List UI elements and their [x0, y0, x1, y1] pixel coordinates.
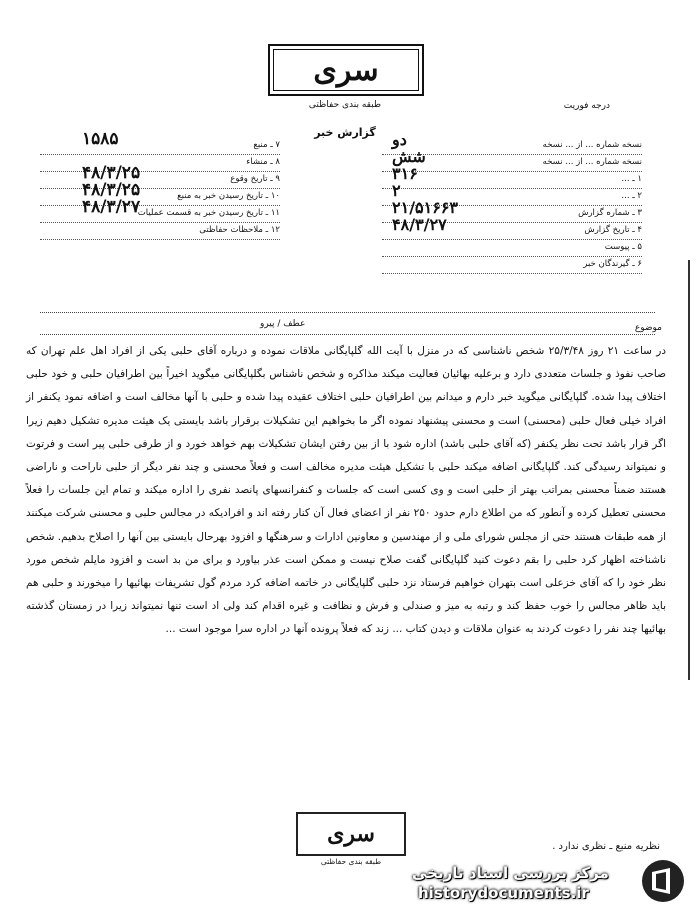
form-value: ۱۵۸۵ — [82, 129, 119, 149]
watermark-title: مرکز بررسی اسناد تاریخی — [412, 864, 609, 882]
form-label: ۷ ـ منبع — [253, 140, 280, 150]
divider — [40, 334, 655, 335]
archive-logo-icon — [640, 858, 686, 904]
right-form-row — [382, 257, 642, 274]
classification-caption: طبقه بندی حفاظتی — [308, 100, 382, 110]
classification-stamp — [268, 44, 424, 96]
form-label: نسخه شماره ... از ... نسخه — [542, 157, 642, 167]
form-value: ۴۸/۳/۲۷ — [392, 215, 447, 234]
form-label: ۳ ـ شماره گزارش — [578, 208, 642, 218]
right-form-row — [382, 164, 642, 189]
watermark-url: historydocuments.ir — [418, 884, 589, 902]
right-form-row — [382, 147, 642, 172]
right-form — [382, 130, 642, 274]
form-value: ۴۸/۳/۲۵ — [82, 180, 141, 200]
bottom-classification-stamp — [296, 812, 406, 856]
form-label: ۱۲ ـ ملاحظات حفاظتی — [199, 225, 280, 235]
form-label: ۸ ـ منشاء — [246, 157, 280, 167]
left-form-row — [40, 223, 280, 240]
right-form-row — [382, 240, 642, 257]
margin-line — [688, 260, 690, 680]
form-label: ۲ ـ ... — [621, 191, 642, 201]
form-value: شش — [392, 147, 426, 166]
form-label: ۵ ـ پیوست — [604, 242, 642, 252]
bottom-stamp-caption: طبقه بندی حفاظتی — [320, 857, 382, 866]
left-form-row — [40, 180, 280, 206]
form-label: ۹ ـ تاریخ وقوع — [230, 174, 280, 184]
form-value: ۴۸/۳/۲۷ — [82, 197, 141, 217]
form-label: ۶ ـ گیرندگان خبر — [583, 259, 642, 269]
form-value: ۴۸/۳/۲۵ — [82, 163, 141, 183]
form-value: ۲ — [392, 181, 401, 200]
form-label: نسخه شماره ... از ... نسخه — [542, 140, 642, 150]
form-label: ۱ ـ ... — [621, 174, 642, 184]
left-form-row — [40, 129, 280, 155]
bottom-stamp-text: سری — [327, 821, 375, 847]
report-title: گزارش خبر — [314, 126, 376, 139]
source-opinion: نظریه منبع ـ نظری ندارد . — [552, 841, 660, 852]
left-form-row — [40, 197, 280, 223]
form-value: ۲۱/۵۱۶۶۳ — [392, 198, 458, 217]
classification-stamp-text: سری — [313, 52, 379, 88]
report-body: در ساعت ۲۱ روز ۲۵/۳/۴۸ شخص ناشناسی که در منزل با آیت الله گلپایگانی ملاقات نموده و درباره آقای حلبی یکی از افراد اهل علم تهران که صاحب نفوذ و جلسات متعددی دارد و برعلیه بهائیان فعالیت میکند مذاکره و شخص ناشناس بگلپایگانی میگوید اخیراً بین اطرافیان حلبی و خود حلبی اختلاف پیدا شده. گلپایگانی میگوید خبر دارم و میدانم بین اطرافیان حلبی اختلاف عقیده پیدا شده و حلبی با آنها مخالف است و اضافه نمود یکنفر از افراد خیلی فعال حلبی (محسنی) است و محسنی پیشنهاد نموده اگر ما بخواهیم این تشکیلات برقرار باشد بایستی یک هیئت مدیره تشکیل دهیم زیرا اگر قرار باشد تحت نظر یکنفر (که آقای حلبی باشد) اداره شود با از بین رفتن ایشان تشکیلات بهم خواهد خورد و از طرفی حلبی پیر است و فرتوت و نمیتواند رسیدگی کند. گلپایگانی اضافه میکند حلبی با تشکیل هیئت مدیره مخالف است و فعلاً محسنی و چند نفر دیگر از حلبی ناراحت و ناراضی هستند ضمناً محسنی بمراتب بهتر از حلبی است و وی کسی است که جلسات و کنفرانسهای پانصد نفری را اداره میکند و تمام این جلسات را فعلاً محسنی تعطیل کرده و آنطور که من اطلاع دارم حدود ۲۵۰ نفر از اعضای فعال آن کنار رفته اند و افرادیکه در مجالس حلبی و محسنی شرکت میکنند از همه طبقات هستند حتی از مجلس شورای ملی و از مهندسین و معاونین ادارات و سرهنگها و افزود بهرحال بایستی بین آنها را اصلاح بدهیم. شخص ناشناخته اظهار کرد حلبی را بقم دعوت کنید گلپایگانی گفت صلاح نیست و ممکن است عذر بیاورد و برای من بد است و افزود مایلم شخص مورد نظر خود را که آقای خزعلی است بتهران خواهیم فرستاد نزد حلبی گلپایگانی در خاتمه اضافه کرد مردم گول تشریفات بهائیها را میخورند و حلبی هم باید ظاهر مجالس را خوب حفظ کند و رتبه به میز و صندلی و فرش و نظافت و غیره اقدام کند ولی اد است تنها نمیتواند زیرا در زمستان گذشته بهائیها چند نفر را دعوت کردند به عنوان ملاقات و دیدن کتاب ... زند که فعلاً پرونده آنها در اداره سرا موجود است ... — [26, 345, 667, 636]
right-form-row — [382, 215, 642, 240]
left-form-row — [40, 155, 280, 172]
form-value: ۳۱۶ — [392, 164, 418, 183]
priority-label: درجه فوریت — [563, 101, 610, 111]
left-form-row — [40, 163, 280, 189]
left-form — [40, 129, 280, 240]
subject-label: موضوع — [634, 323, 662, 333]
form-label: ۱۰ ـ تاریخ رسیدن خبر به منبع — [177, 191, 280, 201]
form-label: ۱۱ ـ تاریخ رسیدن خبر به قسمت عملیات — [137, 208, 280, 218]
reference-label: عطف / پیرو — [260, 319, 306, 329]
form-label: ۴ ـ تاریخ گزارش — [584, 225, 642, 235]
divider — [40, 312, 655, 313]
form-value: دو — [392, 130, 407, 149]
